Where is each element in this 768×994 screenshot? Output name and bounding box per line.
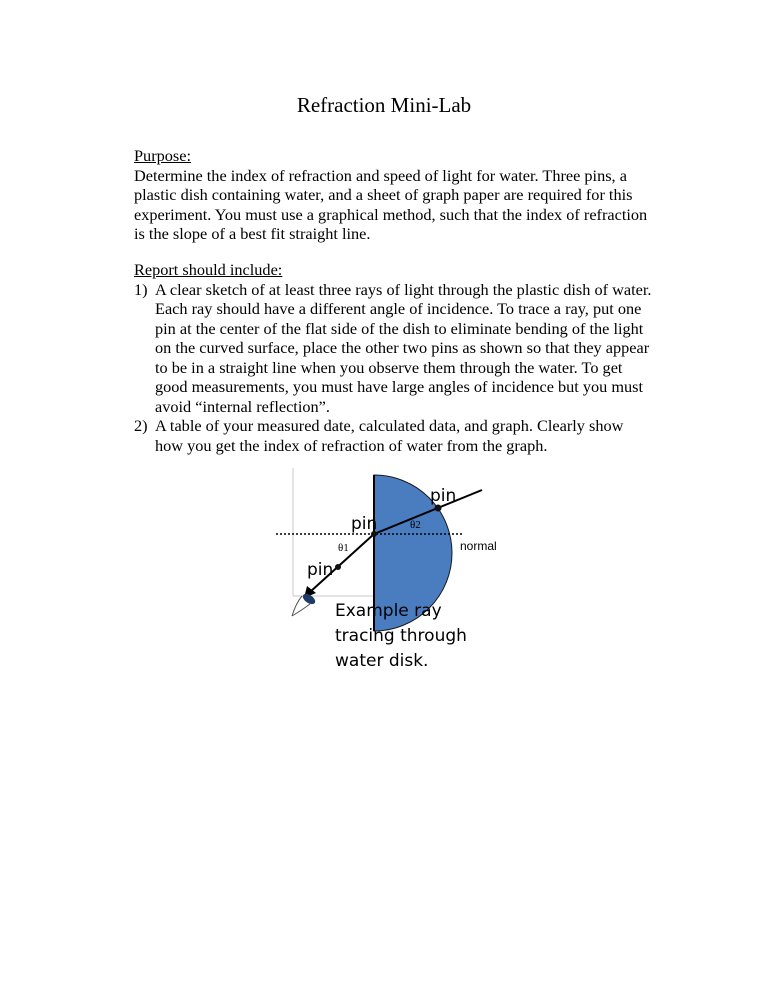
report-item-1	[134, 280, 654, 417]
normal-label: normal	[460, 539, 497, 553]
report-section	[134, 260, 654, 455]
pin-label-left: pin	[307, 560, 334, 580]
report-item-number: 1)	[134, 279, 148, 299]
pin-dot	[335, 564, 341, 570]
page-title: Refraction Mini-Lab	[296, 93, 472, 117]
caption-line-1: Example ray	[335, 601, 442, 621]
pin-label-top: pin	[430, 486, 457, 506]
eye-lash	[292, 604, 310, 616]
ray-tracing-diagram	[274, 458, 514, 676]
report-item-number: 2)	[134, 416, 148, 435]
caption-line-3: water disk.	[335, 651, 429, 671]
report-heading: Report should include:	[134, 260, 283, 279]
pin-label-center: pin	[351, 514, 378, 534]
theta2-label: θ2	[410, 519, 421, 531]
theta1-label: θ1	[338, 542, 349, 554]
report-item-text: A table of your measured date, calculated data, and graph. Clearly show how you get the index of refraction of water from the graph.	[155, 416, 624, 455]
report-item-2	[134, 416, 654, 455]
caption-line-2: tracing through	[335, 626, 467, 646]
purpose-text: Determine the index of refraction and speed of light for water. Three pins, a plastic dish containing water, and a sheet of graph paper are required for this experiment. You must use a graphical method, such that the index of refraction is the slope of a best fit straight line.	[134, 165, 648, 243]
report-list	[134, 280, 654, 456]
purpose-heading: Purpose:	[134, 146, 191, 165]
purpose-section	[134, 146, 654, 244]
report-item-text: A clear sketch of at least three rays of light through the plastic dish of water. Each ray should have a different angle of incidence. To trace a ray, put one pin at the center of the flat side of the dish to eliminate bending of the light on the curved surface, place the other two pins as shown so that they appear to be in a straight line when you observe them through the water. To get good measurements, you must have large angles of incidence but you must avoid “internal reflection”.	[155, 279, 652, 416]
